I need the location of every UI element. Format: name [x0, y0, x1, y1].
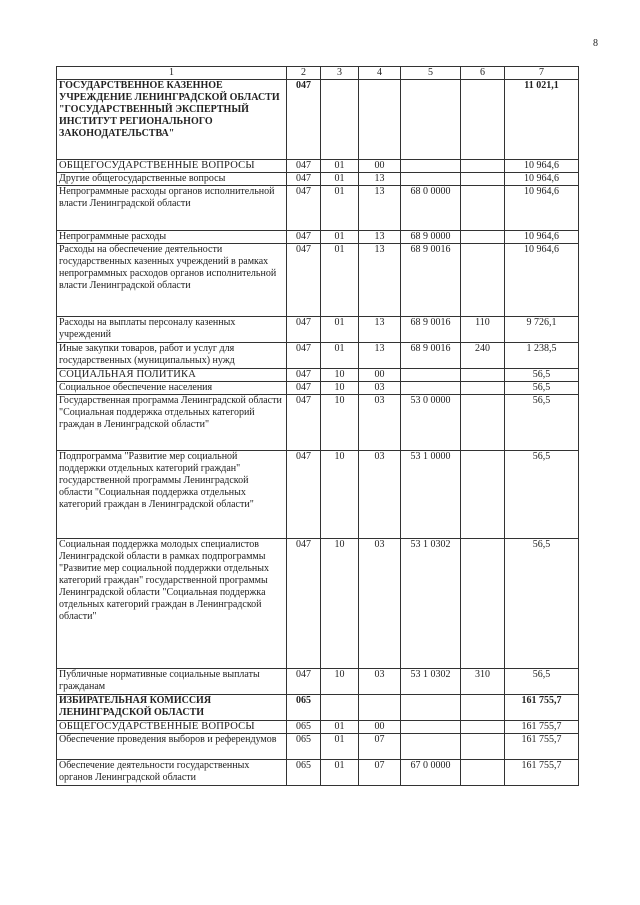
- cell-amount: 161 755,7: [505, 695, 579, 721]
- cell-ministry: 065: [287, 721, 321, 734]
- cell-section: 01: [321, 343, 359, 369]
- cell-subsection: 07: [359, 760, 401, 786]
- cell-expense-type: [461, 451, 505, 539]
- table-row: [57, 244, 579, 317]
- table-row: [57, 539, 579, 669]
- budget-table: [56, 66, 579, 786]
- row-name: Публичные нормативные социальные выплаты гражданам: [57, 669, 287, 695]
- cell-amount: 56,5: [505, 369, 579, 382]
- cell-section: 01: [321, 173, 359, 186]
- cell-section: 01: [321, 721, 359, 734]
- cell-ministry: 065: [287, 734, 321, 760]
- cell-subsection: 00: [359, 160, 401, 173]
- cell-expense-type: [461, 382, 505, 395]
- cell-ministry: 047: [287, 382, 321, 395]
- cell-section: 10: [321, 539, 359, 669]
- cell-amount: 10 964,6: [505, 244, 579, 317]
- cell-section: 10: [321, 382, 359, 395]
- row-name: Государственная программа Ленинградской области "Социальная поддержка отдельных категорий граждан в Ленинградской области": [57, 395, 287, 451]
- cell-ministry: 047: [287, 343, 321, 369]
- cell-subsection: 03: [359, 451, 401, 539]
- cell-section: 10: [321, 451, 359, 539]
- cell-amount: 56,5: [505, 451, 579, 539]
- cell-ministry: 047: [287, 369, 321, 382]
- cell-target-article: 68 9 0016: [401, 317, 461, 343]
- table-row: [57, 395, 579, 451]
- cell-amount: 10 964,6: [505, 160, 579, 173]
- cell-amount: 56,5: [505, 669, 579, 695]
- cell-amount: 10 964,6: [505, 173, 579, 186]
- cell-subsection: 07: [359, 734, 401, 760]
- cell-amount: 56,5: [505, 539, 579, 669]
- cell-ministry: 047: [287, 395, 321, 451]
- cell-subsection: 13: [359, 317, 401, 343]
- cell-target-article: [401, 173, 461, 186]
- cell-subsection: 03: [359, 539, 401, 669]
- cell-ministry: 047: [287, 160, 321, 173]
- cell-expense-type: [461, 695, 505, 721]
- cell-target-article: 53 1 0000: [401, 451, 461, 539]
- cell-ministry: 047: [287, 244, 321, 317]
- cell-expense-type: [461, 539, 505, 669]
- cell-subsection: 13: [359, 231, 401, 244]
- cell-target-article: [401, 369, 461, 382]
- cell-target-article: [401, 382, 461, 395]
- cell-ministry: 047: [287, 186, 321, 231]
- cell-subsection: 00: [359, 369, 401, 382]
- cell-section: 01: [321, 244, 359, 317]
- row-name: ГОСУДАРСТВЕННОЕ КАЗЕННОЕ УЧРЕЖДЕНИЕ ЛЕНИНГРАДСКОЙ ОБЛАСТИ "ГОСУДАРСТВЕННЫЙ ЭКСПЕРТНЫЙ ИНСТИТУТ РЕГИОНАЛЬНОГО ЗАКОНОДАТЕЛЬСТВА": [57, 80, 287, 160]
- row-name: Иные закупки товаров, работ и услуг для государственных (муниципальных) нужд: [57, 343, 287, 369]
- cell-target-article: [401, 721, 461, 734]
- cell-ministry: 047: [287, 231, 321, 244]
- cell-subsection: [359, 80, 401, 160]
- table-row: [57, 343, 579, 369]
- table-row: [57, 382, 579, 395]
- cell-target-article: 68 9 0000: [401, 231, 461, 244]
- row-name: Расходы на выплаты персоналу казенных учреждений: [57, 317, 287, 343]
- cell-expense-type: 240: [461, 343, 505, 369]
- cell-subsection: 00: [359, 721, 401, 734]
- cell-ministry: 047: [287, 173, 321, 186]
- row-name: Непрограммные расходы органов исполнительной власти Ленинградской области: [57, 186, 287, 231]
- cell-subsection: 13: [359, 186, 401, 231]
- table-row: [57, 369, 579, 382]
- cell-target-article: [401, 695, 461, 721]
- cell-section: 01: [321, 160, 359, 173]
- cell-target-article: 68 0 0000: [401, 186, 461, 231]
- cell-amount: 10 964,6: [505, 186, 579, 231]
- cell-subsection: 13: [359, 244, 401, 317]
- cell-amount: 56,5: [505, 395, 579, 451]
- cell-expense-type: [461, 721, 505, 734]
- cell-section: 01: [321, 317, 359, 343]
- cell-expense-type: [461, 186, 505, 231]
- table-row: [57, 160, 579, 173]
- cell-expense-type: [461, 369, 505, 382]
- header-cell: 3: [321, 67, 359, 80]
- page-number: 8: [593, 38, 598, 49]
- table-row: [57, 173, 579, 186]
- cell-subsection: 13: [359, 173, 401, 186]
- row-name: Непрограммные расходы: [57, 231, 287, 244]
- header-cell: 5: [401, 67, 461, 80]
- table-row: [57, 760, 579, 786]
- cell-section: 01: [321, 734, 359, 760]
- table-row: [57, 231, 579, 244]
- table-row: [57, 695, 579, 721]
- cell-target-article: 67 0 0000: [401, 760, 461, 786]
- cell-amount: 161 755,7: [505, 734, 579, 760]
- cell-target-article: [401, 734, 461, 760]
- cell-section: 10: [321, 669, 359, 695]
- cell-section: 10: [321, 369, 359, 382]
- table-row: [57, 669, 579, 695]
- cell-ministry: 047: [287, 539, 321, 669]
- cell-amount: 9 726,1: [505, 317, 579, 343]
- table-header-row: [57, 67, 579, 80]
- cell-section: [321, 80, 359, 160]
- table-row: [57, 317, 579, 343]
- cell-expense-type: [461, 244, 505, 317]
- row-name: Обеспечение деятельности государственных органов Ленинградской области: [57, 760, 287, 786]
- cell-amount: 10 964,6: [505, 231, 579, 244]
- cell-subsection: 03: [359, 382, 401, 395]
- cell-expense-type: [461, 173, 505, 186]
- cell-target-article: 68 9 0016: [401, 244, 461, 317]
- cell-section: 01: [321, 760, 359, 786]
- cell-subsection: 03: [359, 669, 401, 695]
- row-name: ОБЩЕГОСУДАРСТВЕННЫЕ ВОПРОСЫ: [57, 721, 287, 734]
- cell-section: 01: [321, 231, 359, 244]
- row-name: Обеспечение проведения выборов и референдумов: [57, 734, 287, 760]
- cell-ministry: 047: [287, 451, 321, 539]
- cell-section: 10: [321, 395, 359, 451]
- cell-target-article: 53 0 0000: [401, 395, 461, 451]
- table-row: [57, 80, 579, 160]
- row-name: ОБЩЕГОСУДАРСТВЕННЫЕ ВОПРОСЫ: [57, 160, 287, 173]
- row-name: Расходы на обеспечение деятельности государственных казенных учреждений в рамках непрограммных расходов органов исполнительной власти Ленинградской области: [57, 244, 287, 317]
- row-name: Социальное обеспечение населения: [57, 382, 287, 395]
- cell-amount: 1 238,5: [505, 343, 579, 369]
- cell-expense-type: 310: [461, 669, 505, 695]
- cell-section: [321, 695, 359, 721]
- table-row: [57, 186, 579, 231]
- table-row: [57, 721, 579, 734]
- cell-amount: 56,5: [505, 382, 579, 395]
- cell-target-article: [401, 80, 461, 160]
- cell-ministry: 065: [287, 695, 321, 721]
- row-name: Другие общегосударственные вопросы: [57, 173, 287, 186]
- cell-expense-type: 110: [461, 317, 505, 343]
- header-cell: 4: [359, 67, 401, 80]
- row-name: Социальная поддержка молодых специалистов Ленинградской области в рамках подпрограммы "Развитие мер социальной поддержки отдельных категорий граждан" государственной программы Ленинградской области "Социальная поддержка отдельных категорий граждан в Ленинградской области": [57, 539, 287, 669]
- cell-expense-type: [461, 395, 505, 451]
- cell-target-article: 53 1 0302: [401, 539, 461, 669]
- cell-amount: 11 021,1: [505, 80, 579, 160]
- table-row: [57, 451, 579, 539]
- cell-ministry: 047: [287, 317, 321, 343]
- cell-ministry: 047: [287, 80, 321, 160]
- cell-target-article: 68 9 0016: [401, 343, 461, 369]
- cell-section: 01: [321, 186, 359, 231]
- header-cell: 7: [505, 67, 579, 80]
- cell-target-article: 53 1 0302: [401, 669, 461, 695]
- cell-expense-type: [461, 231, 505, 244]
- table-row: [57, 734, 579, 760]
- cell-expense-type: [461, 760, 505, 786]
- cell-expense-type: [461, 160, 505, 173]
- cell-ministry: 065: [287, 760, 321, 786]
- cell-subsection: 13: [359, 343, 401, 369]
- row-name: ИЗБИРАТЕЛЬНАЯ КОМИССИЯ ЛЕНИНГРАДСКОЙ ОБЛАСТИ: [57, 695, 287, 721]
- cell-amount: 161 755,7: [505, 721, 579, 734]
- header-cell: 2: [287, 67, 321, 80]
- cell-expense-type: [461, 80, 505, 160]
- header-cell: 6: [461, 67, 505, 80]
- cell-ministry: 047: [287, 669, 321, 695]
- cell-amount: 161 755,7: [505, 760, 579, 786]
- cell-subsection: 03: [359, 395, 401, 451]
- cell-target-article: [401, 160, 461, 173]
- header-cell: 1: [57, 67, 287, 80]
- row-name: СОЦИАЛЬНАЯ ПОЛИТИКА: [57, 369, 287, 382]
- cell-subsection: [359, 695, 401, 721]
- row-name: Подпрограмма "Развитие мер социальной поддержки отдельных категорий граждан" государственной программы Ленинградской области "Социальная поддержка отдельных категорий граждан в Ленинградской области": [57, 451, 287, 539]
- cell-expense-type: [461, 734, 505, 760]
